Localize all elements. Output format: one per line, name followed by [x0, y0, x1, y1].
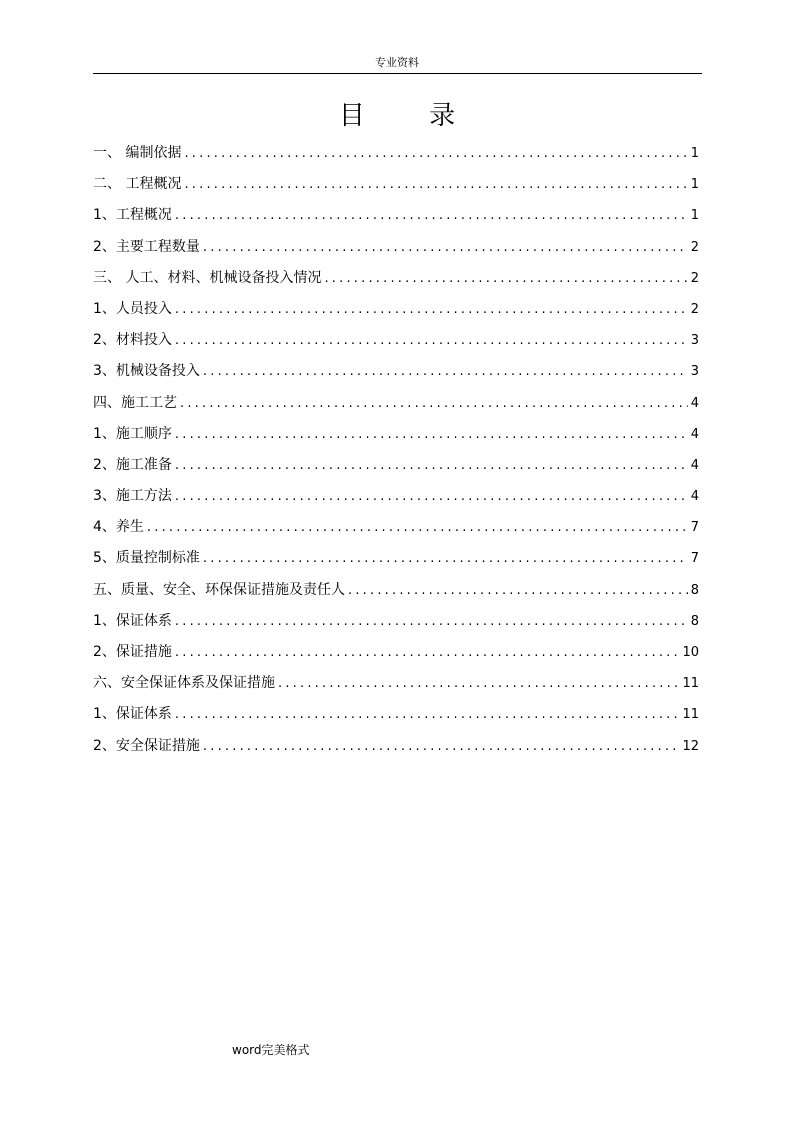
toc-entry[interactable] — [93, 606, 699, 637]
toc-page-number: 11 — [682, 707, 699, 723]
toc-leader-dots — [175, 637, 680, 668]
toc-entry-label: 1、人员投入 — [93, 300, 172, 317]
toc-title: 目 录 — [338, 101, 484, 131]
toc-page-number: 4 — [690, 426, 699, 442]
toc-entry-label: 2、保证措施 — [93, 644, 172, 660]
toc-entry-label: 3、施工方法 — [93, 488, 172, 505]
toc-entry[interactable] — [93, 200, 699, 231]
toc-entry[interactable] — [93, 668, 699, 699]
toc-entry[interactable] — [93, 575, 699, 606]
toc-page-number: 7 — [690, 520, 699, 536]
toc-page-number: 4 — [690, 457, 699, 473]
toc-page-number: 1 — [690, 208, 699, 224]
toc-entry[interactable] — [93, 388, 699, 419]
toc-entry-label: 1、工程概况 — [93, 207, 172, 224]
page-header: 专业资料 — [375, 56, 419, 69]
toc-entry-label: 1、保证体系 — [93, 706, 172, 723]
toc-entry-label: 一、 编制依据 — [93, 145, 182, 161]
toc-entry-label: 3、机械设备投入 — [93, 363, 200, 380]
toc-page-number: 3 — [690, 364, 699, 380]
table-of-contents — [93, 138, 699, 762]
toc-leader-dots — [175, 419, 688, 450]
toc-page-number: 11 — [682, 676, 699, 692]
toc-leader-dots — [175, 450, 688, 481]
toc-page-number: 1 — [690, 146, 699, 161]
toc-entry[interactable] — [93, 138, 699, 169]
toc-page-number: 12 — [682, 738, 699, 754]
toc-entry-label: 六、安全保证体系及保证措施 — [93, 675, 275, 692]
toc-page-number: 2 — [690, 239, 699, 255]
toc-entry-label: 4、养生 — [93, 519, 144, 536]
toc-leader-dots — [203, 232, 688, 263]
toc-page-number: 10 — [682, 645, 699, 660]
toc-entry-label: 2、材料投入 — [93, 332, 172, 349]
toc-page-number: 4 — [690, 489, 699, 505]
toc-page-number: 4 — [690, 395, 699, 411]
toc-entry[interactable] — [93, 450, 699, 481]
toc-entry[interactable] — [93, 699, 699, 730]
toc-entry[interactable] — [93, 263, 699, 294]
toc-entry[interactable] — [93, 543, 699, 574]
toc-page-number: 1 — [690, 177, 699, 193]
toc-page-number: 2 — [690, 270, 699, 286]
toc-leader-dots — [180, 388, 688, 419]
toc-leader-dots — [348, 575, 688, 606]
toc-leader-dots — [184, 169, 687, 200]
toc-leader-dots — [184, 138, 687, 169]
toc-entry[interactable] — [93, 731, 699, 762]
toc-page-number: 3 — [690, 333, 699, 349]
toc-leader-dots — [175, 294, 688, 325]
toc-leader-dots — [175, 481, 688, 512]
toc-entry-label: 1、保证体系 — [93, 612, 172, 629]
header-divider — [93, 73, 702, 74]
toc-entry-label: 四、施工工艺 — [93, 394, 177, 411]
toc-leader-dots — [175, 200, 688, 231]
toc-entry-label: 1、施工顺序 — [93, 425, 172, 442]
toc-entry-label: 2、主要工程数量 — [93, 238, 200, 255]
toc-page-number: 8 — [690, 582, 699, 598]
toc-page-number: 2 — [690, 301, 699, 317]
toc-entry[interactable] — [93, 637, 699, 668]
toc-entry[interactable] — [93, 294, 699, 325]
toc-leader-dots — [278, 668, 679, 699]
toc-entry-label: 2、安全保证措施 — [93, 737, 200, 754]
toc-page-number: 8 — [690, 613, 699, 629]
toc-leader-dots — [175, 699, 680, 730]
toc-entry[interactable] — [93, 419, 699, 450]
toc-entry[interactable] — [93, 325, 699, 356]
toc-leader-dots — [175, 606, 688, 637]
toc-leader-dots — [324, 263, 687, 294]
toc-entry[interactable] — [93, 512, 699, 543]
toc-leader-dots — [203, 543, 688, 574]
toc-entry[interactable] — [93, 169, 699, 200]
toc-leader-dots — [147, 512, 688, 543]
page-footer: word完美格式 — [232, 1043, 310, 1057]
toc-entry-label: 二、 工程概况 — [93, 176, 182, 193]
toc-entry-label: 2、施工准备 — [93, 456, 172, 473]
toc-entry-label: 三、 人工、材料、机械设备投入情况 — [93, 269, 322, 286]
toc-leader-dots — [203, 356, 688, 387]
toc-entry[interactable] — [93, 356, 699, 387]
toc-entry[interactable] — [93, 481, 699, 512]
toc-page-number: 7 — [690, 551, 699, 567]
toc-entry-label: 五、质量、安全、环保保证措施及责任人 — [93, 581, 345, 598]
toc-leader-dots — [175, 325, 688, 356]
toc-leader-dots — [203, 731, 680, 762]
toc-entry-label: 5、质量控制标准 — [93, 550, 200, 567]
toc-entry[interactable] — [93, 232, 699, 263]
